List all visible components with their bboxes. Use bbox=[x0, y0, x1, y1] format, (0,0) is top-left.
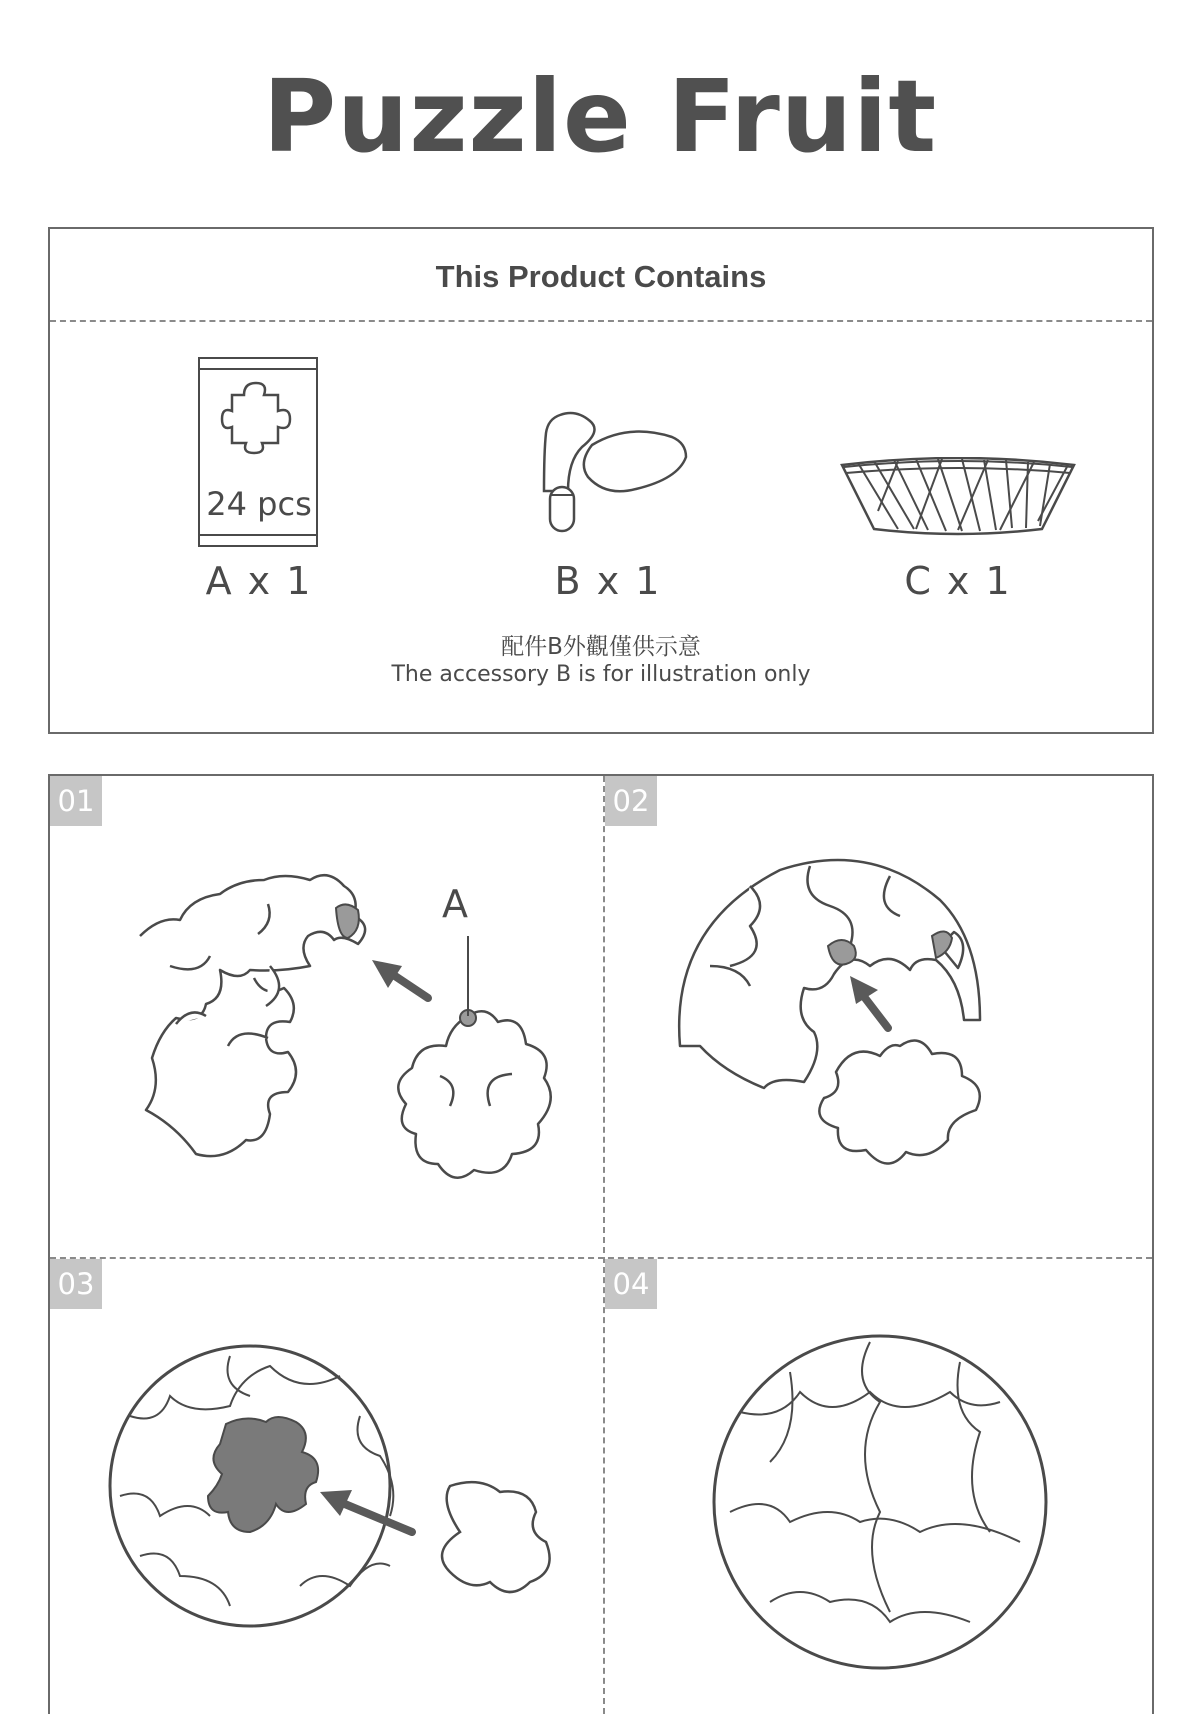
woven-basket-icon bbox=[838, 457, 1078, 537]
dashed-divider-horizontal bbox=[50, 1257, 1152, 1259]
accessory-note-english: The accessory B is for illustration only bbox=[391, 662, 811, 687]
step-number-badge: 04 bbox=[605, 1259, 657, 1309]
contents-heading: This Product Contains bbox=[435, 259, 767, 294]
step-4-illustration bbox=[710, 1332, 1050, 1672]
page-title: Puzzle Fruit bbox=[262, 58, 938, 175]
dashed-divider bbox=[50, 320, 1152, 322]
item-b-label: B x 1 bbox=[554, 559, 662, 603]
leaf-stem-accessory-icon bbox=[540, 409, 690, 537]
step-number-badge: 02 bbox=[605, 776, 657, 826]
pack-count-label: 24 pcs bbox=[206, 485, 312, 523]
product-contents-panel bbox=[48, 227, 1154, 734]
step-2-illustration bbox=[670, 846, 1110, 1206]
item-a-label: A x 1 bbox=[205, 559, 313, 603]
part-a-callout: A bbox=[442, 882, 468, 926]
item-c-label: C x 1 bbox=[904, 559, 1012, 603]
step-number-badge: 01 bbox=[50, 776, 102, 826]
accessory-note-chinese: 配件B外觀僅供示意 bbox=[501, 634, 701, 660]
step-number-badge: 03 bbox=[50, 1259, 102, 1309]
step-1-illustration bbox=[110, 866, 590, 1206]
step-3-illustration bbox=[100, 1336, 580, 1636]
assembly-steps-panel bbox=[48, 774, 1154, 1714]
dashed-divider-vertical bbox=[603, 776, 605, 1714]
